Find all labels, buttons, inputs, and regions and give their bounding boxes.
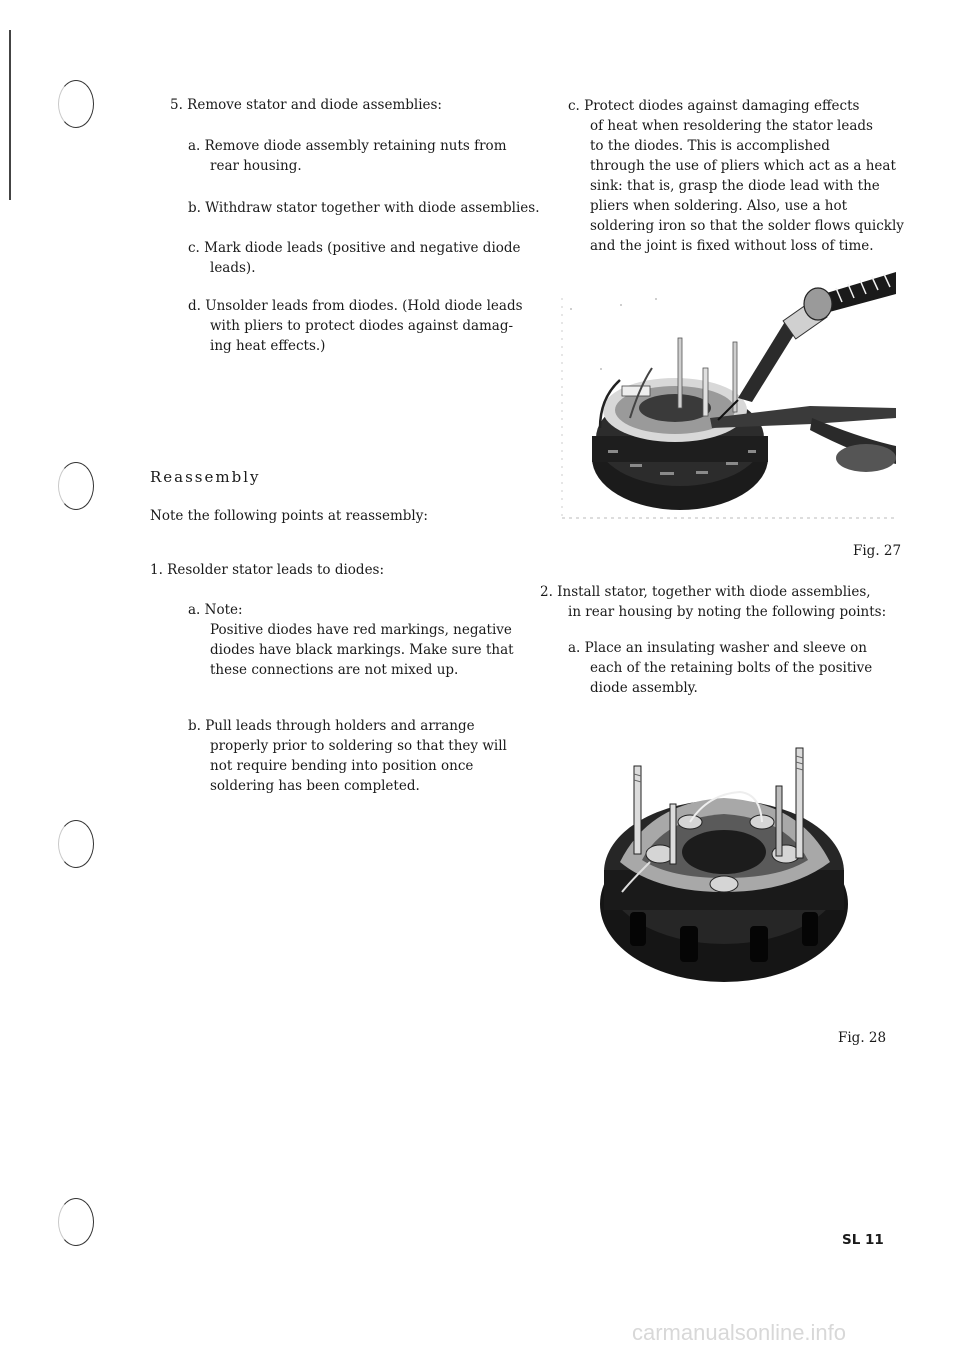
step-2a-line-1: a. Place an insulating washer and sleeve on [568, 640, 867, 656]
step-5d-line-1: d. Unsolder leads from diodes. (Hold diode leads [188, 298, 523, 314]
binder-edge-line [9, 30, 11, 200]
step-5c-cont-line-6: pliers when soldering. Also, use a hot [590, 198, 848, 214]
reassembly-intro: Note the following points at reassembly: [150, 508, 428, 524]
step-5c-line-2: leads). [210, 260, 256, 276]
step-1b-line-4: soldering has been completed. [210, 778, 420, 794]
step-5d-line-2: with pliers to protect diodes against damag- [210, 318, 514, 334]
figure-28-diode-assembly-photo [590, 742, 856, 990]
step-5a-line-1: a. Remove diode assembly retaining nuts from [188, 138, 507, 154]
step-1a-line-2: Positive diodes have red markings, negative [210, 622, 512, 638]
step-5b-line-1: b. Withdraw stator together with diode assemblies. [188, 200, 540, 216]
figure-27-caption: Fig. 27 [853, 543, 902, 559]
step-5-title: 5. Remove stator and diode assemblies: [170, 97, 442, 113]
punch-hole-1 [58, 80, 94, 128]
step-5c-cont-line-1: c. Protect diodes against damaging effects [568, 98, 860, 114]
step-5a-line-2: rear housing. [210, 158, 302, 174]
step-1b-line-1: b. Pull leads through holders and arrange [188, 718, 475, 734]
step-1b-line-3: not require bending into position once [210, 758, 474, 774]
step-5c-cont-line-5: sink: that is, grasp the diode lead with the [590, 178, 880, 194]
punch-hole-3 [58, 820, 94, 868]
figure-28-caption: Fig. 28 [838, 1030, 887, 1046]
punch-hole-4 [58, 1198, 94, 1246]
step-1a-line-4: these connections are not mixed up. [210, 662, 459, 678]
page-code: SL 11 [842, 1232, 884, 1248]
watermark-text: carmanualsonline.info [632, 1320, 847, 1345]
step-2-title-line-2: in rear housing by noting the following points: [568, 604, 887, 620]
step-1a-line-1: a. Note: [188, 602, 243, 618]
step-5c-cont-line-2: of heat when resoldering the stator leads [590, 118, 873, 134]
step-5c-line-1: c. Mark diode leads (positive and negative diode [188, 240, 521, 256]
figure-27-soldering-photo [560, 268, 896, 520]
section-heading-reassembly: Reassembly [150, 468, 261, 486]
step-5c-cont-line-4: through the use of pliers which act as a heat [590, 158, 896, 174]
step-5c-cont-line-8: and the joint is fixed without loss of time. [590, 238, 874, 254]
step-2-title-line-1: 2. Install stator, together with diode assemblies, [540, 584, 871, 600]
step-1a-line-3: diodes have black markings. Make sure that [210, 642, 514, 658]
step-2a-line-3: diode assembly. [590, 680, 698, 696]
step-5c-cont-line-3: to the diodes. This is accomplished [590, 138, 830, 154]
step-1b-line-2: properly prior to soldering so that they will [210, 738, 507, 754]
step-5c-cont-line-7: soldering iron so that the solder flows quickly [590, 218, 904, 234]
step-1-title: 1. Resolder stator leads to diodes: [150, 562, 385, 578]
step-2a-line-2: each of the retaining bolts of the positive [590, 660, 873, 676]
step-5d-line-3: ing heat effects.) [210, 338, 326, 354]
punch-hole-2 [58, 462, 94, 510]
